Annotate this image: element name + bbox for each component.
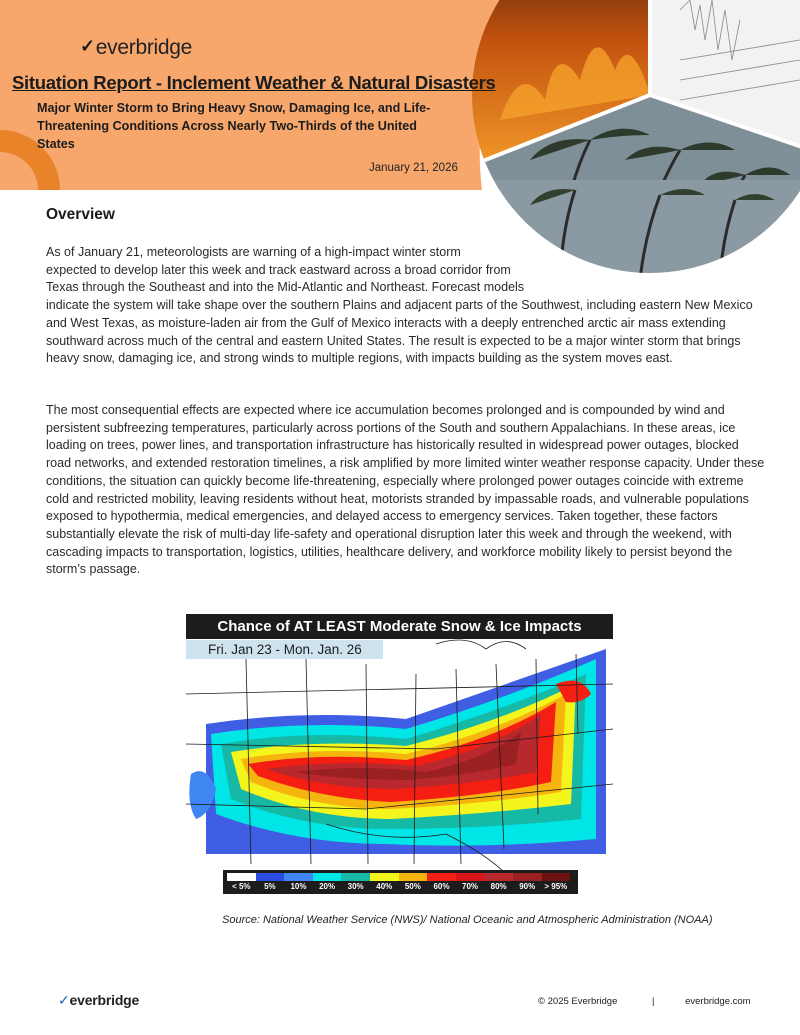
map-legend [223, 870, 578, 894]
legend-label: 90% [519, 882, 536, 891]
legend-label: > 95% [544, 882, 568, 891]
legend-swatch [399, 873, 428, 881]
legend-swatch [456, 873, 485, 881]
legend-labels [227, 882, 570, 891]
report-subtitle: Major Winter Storm to Bring Heavy Snow, Damaging Ice, and Life-Threatening Conditions Across Nearly Two-Thirds of the United States [37, 101, 431, 151]
footer-brand-logo [58, 992, 139, 1009]
legend-swatch [513, 873, 542, 881]
paragraph-1-line: As of January 21, meteorologists are warning of a high-impact winter storm [46, 245, 461, 259]
snow-ice-impact-map [186, 614, 613, 912]
legend-swatch [341, 873, 370, 881]
legend-swatch [313, 873, 342, 881]
checkmark-icon: ✓ [58, 992, 70, 1008]
legend-swatches [227, 873, 570, 881]
map-source-caption: Source: National Weather Service (NWS)/ National Oceanic and Atmospheric Administration (NOAA) [222, 914, 713, 926]
legend-label: 20% [319, 882, 336, 891]
paragraph-1-rest: indicate the system will take shape over the southern Plains and adjacent parts of the Southwest, including eastern New Mexico and West Texas, as moisture-laden air from the Gulf of Mexico interacts with a deeply entrenched arctic air mass extending southward across much of the central and eastern United States. The result is expected to be a major winter storm that brings heavy snow, damaging ice, and strong winds to multiple regions, with impacts building as the system moves east. [46, 298, 753, 366]
brand-name: everbridge [95, 36, 193, 59]
overview-paragraph-1 [46, 244, 766, 368]
overview-paragraph-2: The most consequential effects are expected where ice accumulation becomes prolonged and is compounded by wind and persistent subfreezing temperatures, particularly across portions of the South and southern Appalachians. In these areas, ice loading on trees, power lines, and transportation infrastructure has historically resulted in widespread power outages, blocked road networks, and extended restoration timelines, a risk amplified by more limited winter weather response capacity. Under these conditions, the situation can quickly become life-threatening, especially where prolonged power outages coincide with extreme cold and restricted mobility, leaving residents without heat, motorists stranded by impassable roads, and vulnerable populations exposed to hypothermia, medical emergencies, and delayed access to emergency services. Taken together, these factors substantially elevate the risk of multi-day life-safety and operational disruption later this week and through the weekend, with cascading impacts to transportation, logistics, utilities, healthcare delivery, and workforce mobility likely to persist beyond the storm’s passage. [46, 403, 765, 577]
legend-label: 70% [462, 882, 479, 891]
legend-label: 50% [404, 882, 421, 891]
brand-logo [80, 36, 192, 60]
legend-label: 30% [347, 882, 364, 891]
legend-swatch [370, 873, 399, 881]
report-date: January 21, 2026 [369, 162, 458, 174]
legend-swatch [227, 873, 256, 881]
legend-swatch [284, 873, 313, 881]
map-title: Chance of AT LEAST Moderate Snow & Ice Impacts [186, 614, 613, 639]
legend-swatch [427, 873, 456, 881]
legend-label: < 5% [232, 882, 251, 891]
paragraph-1-line: Texas through the Southeast and into the Mid-Atlantic and Northeast. Forecast models [46, 280, 525, 295]
footer-brand-name: everbridge [69, 992, 140, 1008]
map-subtitle: Fri. Jan 23 - Mon. Jan. 26 [186, 640, 383, 659]
checkmark-icon: ✓ [80, 35, 95, 56]
legend-swatch [542, 873, 571, 881]
overview-heading: Overview [46, 206, 115, 223]
footer-separator: | [652, 996, 655, 1007]
footer-website-link[interactable]: everbridge.com [685, 996, 751, 1007]
legend-swatch [256, 873, 285, 881]
footer-copyright: © 2025 Everbridge [538, 996, 618, 1007]
legend-swatch [484, 873, 513, 881]
legend-label: 60% [433, 882, 450, 891]
paragraph-1-line: expected to develop later this week and track eastward across a broad corridor from [46, 262, 511, 277]
legend-label: 80% [490, 882, 507, 891]
report-title: Situation Report - Inclement Weather & Natural Disasters [12, 72, 496, 93]
legend-label: 5% [264, 882, 276, 891]
legend-label: 40% [376, 882, 393, 891]
footer-info [538, 996, 751, 1007]
legend-label: 10% [290, 882, 307, 891]
